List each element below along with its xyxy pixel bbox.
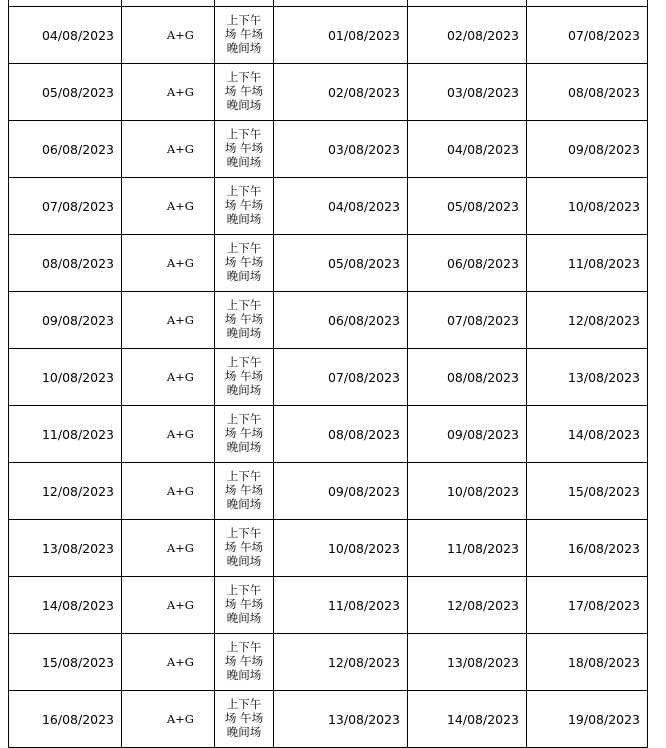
session-cell bbox=[215, 463, 274, 520]
next-date-cell: 12/08/2023 bbox=[408, 577, 527, 634]
code-cell: A+G bbox=[122, 292, 215, 349]
end-date-cell: 15/08/2023 bbox=[527, 463, 648, 520]
code-cell: A+G bbox=[122, 121, 215, 178]
session-text: 上下午场 午场 晚间场 bbox=[224, 241, 264, 283]
next-date-cell: 11/08/2023 bbox=[408, 520, 527, 577]
table-row bbox=[9, 178, 648, 235]
start-date-cell: 10/08/2023 bbox=[274, 520, 408, 577]
date-cell: 06/08/2023 bbox=[9, 121, 122, 178]
next-date-cell: 13/08/2023 bbox=[408, 634, 527, 691]
session-cell bbox=[215, 7, 274, 64]
code-cell: A+G bbox=[122, 463, 215, 520]
end-date-cell: 08/08/2023 bbox=[527, 64, 648, 121]
code-cell: A+G bbox=[122, 520, 215, 577]
end-date-cell: 13/08/2023 bbox=[527, 349, 648, 406]
table-row bbox=[9, 577, 648, 634]
table-row bbox=[9, 7, 648, 64]
date-cell: 04/08/2023 bbox=[9, 7, 122, 64]
start-date-cell: 12/08/2023 bbox=[274, 634, 408, 691]
session-cell bbox=[215, 634, 274, 691]
schedule-table-body bbox=[9, 0, 648, 748]
start-date-cell: 03/08/2023 bbox=[274, 121, 408, 178]
table-row bbox=[9, 520, 648, 577]
next-date-cell: 03/08/2023 bbox=[408, 64, 527, 121]
session-text: 上下午场 午场 晚间场 bbox=[224, 13, 264, 55]
session-text: 上下午场 午场 晚间场 bbox=[224, 526, 264, 568]
date-cell: 08/08/2023 bbox=[9, 235, 122, 292]
next-date-cell: 04/08/2023 bbox=[408, 121, 527, 178]
next-date-cell: 02/08/2023 bbox=[408, 7, 527, 64]
session-cell bbox=[215, 577, 274, 634]
next-date-cell: 09/08/2023 bbox=[408, 406, 527, 463]
next-date-cell: 14/08/2023 bbox=[408, 691, 527, 748]
session-text: 上下午场 午场 晚间场 bbox=[224, 127, 264, 169]
start-date-cell: 11/08/2023 bbox=[274, 577, 408, 634]
code-cell: A+G bbox=[122, 691, 215, 748]
session-cell bbox=[215, 406, 274, 463]
session-cell bbox=[215, 520, 274, 577]
date-cell: 10/08/2023 bbox=[9, 349, 122, 406]
session-cell bbox=[215, 349, 274, 406]
date-cell: 15/08/2023 bbox=[9, 634, 122, 691]
start-date-cell: 01/08/2023 bbox=[274, 7, 408, 64]
session-text: 上下午场 午场 晚间场 bbox=[224, 697, 264, 739]
code-cell: A+G bbox=[122, 235, 215, 292]
session-cell bbox=[215, 691, 274, 748]
date-cell: 13/08/2023 bbox=[9, 520, 122, 577]
session-text: 上下午场 午场 晚间场 bbox=[224, 70, 264, 112]
session-text: 上下午场 午场 晚间场 bbox=[224, 640, 264, 682]
start-date-cell: 06/08/2023 bbox=[274, 292, 408, 349]
date-cell: 11/08/2023 bbox=[9, 406, 122, 463]
code-cell: A+G bbox=[122, 7, 215, 64]
start-date-cell: 02/08/2023 bbox=[274, 64, 408, 121]
session-cell bbox=[215, 178, 274, 235]
end-date-cell: 14/08/2023 bbox=[527, 406, 648, 463]
date-cell: 09/08/2023 bbox=[9, 292, 122, 349]
session-text: 上下午场 午场 晚间场 bbox=[224, 583, 264, 625]
session-cell bbox=[215, 64, 274, 121]
table-row bbox=[9, 634, 648, 691]
code-cell: A+G bbox=[122, 64, 215, 121]
session-text: 上下午场 午场 晚间场 bbox=[224, 355, 264, 397]
table-row bbox=[9, 349, 648, 406]
end-date-cell: 19/08/2023 bbox=[527, 691, 648, 748]
table-row bbox=[9, 463, 648, 520]
end-date-cell: 18/08/2023 bbox=[527, 634, 648, 691]
end-date-cell: 11/08/2023 bbox=[527, 235, 648, 292]
session-text: 上下午场 午场 晚间场 bbox=[224, 298, 264, 340]
start-date-cell: 13/08/2023 bbox=[274, 691, 408, 748]
date-cell: 05/08/2023 bbox=[9, 64, 122, 121]
code-cell: A+G bbox=[122, 634, 215, 691]
start-date-cell: 05/08/2023 bbox=[274, 235, 408, 292]
code-cell: A+G bbox=[122, 349, 215, 406]
session-cell bbox=[215, 235, 274, 292]
date-cell: 12/08/2023 bbox=[9, 463, 122, 520]
next-date-cell: 10/08/2023 bbox=[408, 463, 527, 520]
table-row bbox=[9, 691, 648, 748]
table-row bbox=[9, 292, 648, 349]
start-date-cell: 04/08/2023 bbox=[274, 178, 408, 235]
table-row bbox=[9, 235, 648, 292]
table-row bbox=[9, 64, 648, 121]
next-date-cell: 06/08/2023 bbox=[408, 235, 527, 292]
schedule-table bbox=[8, 0, 648, 748]
date-cell: 14/08/2023 bbox=[9, 577, 122, 634]
session-text: 上下午场 午场 晚间场 bbox=[224, 184, 264, 226]
code-cell: A+G bbox=[122, 178, 215, 235]
next-date-cell: 07/08/2023 bbox=[408, 292, 527, 349]
date-cell: 07/08/2023 bbox=[9, 178, 122, 235]
session-cell bbox=[215, 121, 274, 178]
start-date-cell: 07/08/2023 bbox=[274, 349, 408, 406]
session-text: 上下午场 午场 晚间场 bbox=[224, 412, 264, 454]
session-cell bbox=[215, 292, 274, 349]
end-date-cell: 12/08/2023 bbox=[527, 292, 648, 349]
start-date-cell: 08/08/2023 bbox=[274, 406, 408, 463]
start-date-cell: 09/08/2023 bbox=[274, 463, 408, 520]
end-date-cell: 17/08/2023 bbox=[527, 577, 648, 634]
next-date-cell: 08/08/2023 bbox=[408, 349, 527, 406]
next-date-cell: 05/08/2023 bbox=[408, 178, 527, 235]
table-row bbox=[9, 406, 648, 463]
end-date-cell: 07/08/2023 bbox=[527, 7, 648, 64]
end-date-cell: 10/08/2023 bbox=[527, 178, 648, 235]
code-cell: A+G bbox=[122, 406, 215, 463]
session-text: 上下午场 午场 晚间场 bbox=[224, 469, 264, 511]
table-row bbox=[9, 121, 648, 178]
end-date-cell: 16/08/2023 bbox=[527, 520, 648, 577]
date-cell: 16/08/2023 bbox=[9, 691, 122, 748]
code-cell: A+G bbox=[122, 577, 215, 634]
end-date-cell: 09/08/2023 bbox=[527, 121, 648, 178]
